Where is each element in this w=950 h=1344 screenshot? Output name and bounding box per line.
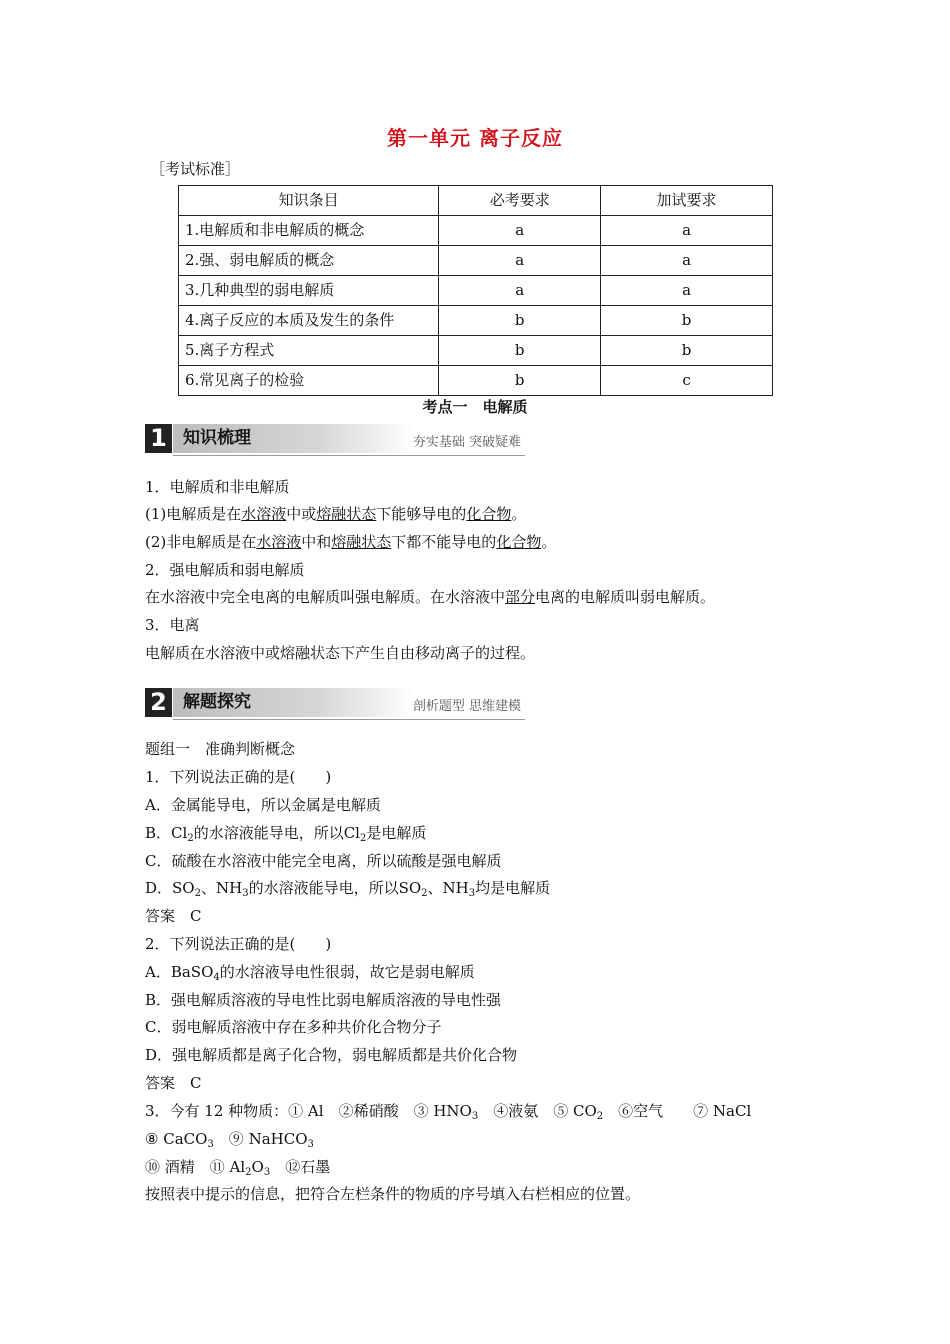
subheading: 1．电解质和非电解质: [145, 478, 290, 496]
text-run: 中和: [301, 533, 332, 551]
subscript: 2: [194, 888, 201, 899]
table-cell: 6.常见离子的检验: [179, 366, 439, 396]
banner-label: 知识梳理: [183, 428, 251, 448]
table-cell: 5.离子方程式: [179, 336, 439, 366]
text-run: ⑫石墨: [270, 1158, 331, 1176]
text-run: ⑩ 酒精 ⑪ Al: [145, 1158, 246, 1176]
table-cell: a: [439, 246, 601, 276]
paragraph: [145, 531, 556, 552]
text-run: B．Cl: [145, 824, 188, 842]
subscript: 2: [245, 1167, 252, 1178]
subscript: 3: [468, 888, 476, 899]
text-run: 电离的电解质叫弱电解质。: [535, 588, 716, 606]
option-d: [145, 877, 550, 899]
page-title: 第一单元 离子反应: [387, 126, 563, 150]
table-cell: a: [439, 216, 601, 246]
banner-rule: [173, 455, 525, 456]
table-row: [179, 306, 773, 336]
text-run: 中或: [286, 505, 317, 523]
paragraph: [145, 586, 715, 607]
text-run: (2)非电解质是在: [145, 533, 257, 551]
text-run: 、NH: [200, 879, 243, 897]
substance-list: [145, 1156, 330, 1178]
text-run: O: [251, 1158, 264, 1176]
table-cell: b: [601, 306, 773, 336]
underlined-term: 化合物: [496, 533, 542, 551]
text-run: A．BaSO: [145, 963, 214, 981]
instruction: 按照表中提示的信息，把符合左栏条件的物质的序号填入右栏相应的位置。: [145, 1185, 641, 1203]
table-cell: 3.几种典型的弱电解质: [179, 276, 439, 306]
subscript: 4: [213, 972, 220, 983]
question-group-title: 题组一 准确判断概念: [145, 740, 296, 758]
underlined-term: 水溶液: [256, 533, 302, 551]
text-run: 的水溶液导电性很弱，故它是弱电解质: [219, 963, 475, 981]
option-b: B．强电解质溶液的导电性比弱电解质溶液的导电性强: [145, 991, 502, 1009]
table-cell: a: [439, 276, 601, 306]
table-cell: b: [439, 366, 601, 396]
subscript: 3: [207, 1139, 214, 1150]
text-run: ⑧ CaCO: [145, 1130, 208, 1148]
text-run: ④液氨 ⑤ CO: [478, 1102, 597, 1120]
question-stem: 1．下列说法正确的是( ): [145, 768, 332, 786]
section-heading: 考点一 电解质: [422, 398, 528, 416]
text-run: 、NH: [427, 879, 469, 897]
option-a: [145, 961, 475, 983]
subscript: 2: [421, 888, 428, 899]
text-run: ⑥空气 ⑦ NaCl: [603, 1102, 752, 1120]
table-cell: a: [601, 246, 773, 276]
underlined-term: 熔融状态: [331, 533, 392, 551]
text-run: D．SO: [145, 879, 195, 897]
subscript: 3: [263, 1167, 271, 1178]
section-number-badge: 1: [145, 424, 172, 453]
exploration-banner: [145, 688, 525, 720]
paragraph: [145, 503, 526, 524]
section-number-badge: 2: [145, 688, 172, 717]
table-row: [179, 246, 773, 276]
text-run: 是电解质: [366, 824, 427, 842]
exam-standard-label: ［考试标准］: [150, 160, 241, 178]
table-cell: a: [601, 276, 773, 306]
table-cell: 4.离子反应的本质及发生的条件: [179, 306, 439, 336]
option-d: D．强电解质都是离子化合物，弱电解质都是共价化合物: [145, 1046, 518, 1064]
text-run: 。: [541, 533, 557, 551]
text-run: (1)电解质是在: [145, 505, 242, 523]
table-cell: b: [601, 336, 773, 366]
table-header-cell: 加试要求: [601, 186, 773, 216]
answer: 答案 C: [145, 907, 202, 925]
subheading: 3．电离: [145, 616, 200, 634]
subheading: 2．强电解质和弱电解质: [145, 561, 305, 579]
underlined-term: 部分: [505, 588, 536, 606]
text-run: 3．今有 12 种物质：① Al ②稀硝酸 ③ HNO: [145, 1102, 472, 1120]
table-row: [179, 216, 773, 246]
subscript: 2: [596, 1111, 604, 1122]
table-cell: b: [439, 306, 601, 336]
table-row: [179, 276, 773, 306]
banner-label: 解题探究: [183, 692, 251, 712]
option-c: C．弱电解质溶液中存在多种共价化合物分子: [145, 1018, 442, 1036]
text-run: 的水溶液能导电，所以Cl: [193, 824, 360, 842]
substance-list: [145, 1128, 314, 1150]
paragraph: 电解质在水溶液中或熔融状态下产生自由移动离子的过程。: [145, 644, 536, 662]
table-cell: 1.电解质和非电解质的概念: [179, 216, 439, 246]
option-c: C．硫酸在水溶液中能完全电离，所以硫酸是强电解质: [145, 852, 502, 870]
question-stem: [145, 1100, 751, 1122]
underlined-term: 水溶液: [241, 505, 287, 523]
subscript: 3: [307, 1139, 314, 1150]
table-cell: b: [439, 336, 601, 366]
underlined-term: 熔融状态: [316, 505, 377, 523]
text-run: ⑨ NaHCO: [213, 1130, 308, 1148]
exam-standard-table: [178, 185, 773, 396]
banner-subtitle: 剖析题型 思维建模: [412, 699, 521, 714]
text-run: 。: [511, 505, 527, 523]
table-header-row: [179, 186, 773, 216]
banner-subtitle: 夯实基础 突破疑难: [412, 435, 521, 450]
text-run: 在水溶液中完全电离的电解质叫强电解质。在水溶液中: [145, 588, 506, 606]
table-cell: 2.强、弱电解质的概念: [179, 246, 439, 276]
subscript: 2: [187, 833, 194, 844]
option-b: [145, 822, 426, 844]
table-header-cell: 必考要求: [439, 186, 601, 216]
table-row: [179, 366, 773, 396]
text-run: 下能够导电的: [376, 505, 467, 523]
table-row: [179, 336, 773, 366]
subscript: 3: [242, 888, 249, 899]
option-a: A．金属能导电，所以金属是电解质: [145, 796, 381, 814]
banner-rule: [173, 719, 525, 720]
knowledge-banner: [145, 424, 525, 456]
table-cell: c: [601, 366, 773, 396]
text-run: 的水溶液能导电，所以SO: [248, 879, 422, 897]
answer: 答案 C: [145, 1074, 202, 1092]
subscript: 2: [359, 833, 367, 844]
table-header-cell: 知识条目: [179, 186, 439, 216]
text-run: 下都不能导电的: [391, 533, 497, 551]
underlined-term: 化合物: [466, 505, 512, 523]
subscript: 3: [471, 1111, 479, 1122]
question-stem: 2．下列说法正确的是( ): [145, 935, 332, 953]
table-cell: a: [601, 216, 773, 246]
text-run: 均是电解质: [475, 879, 551, 897]
